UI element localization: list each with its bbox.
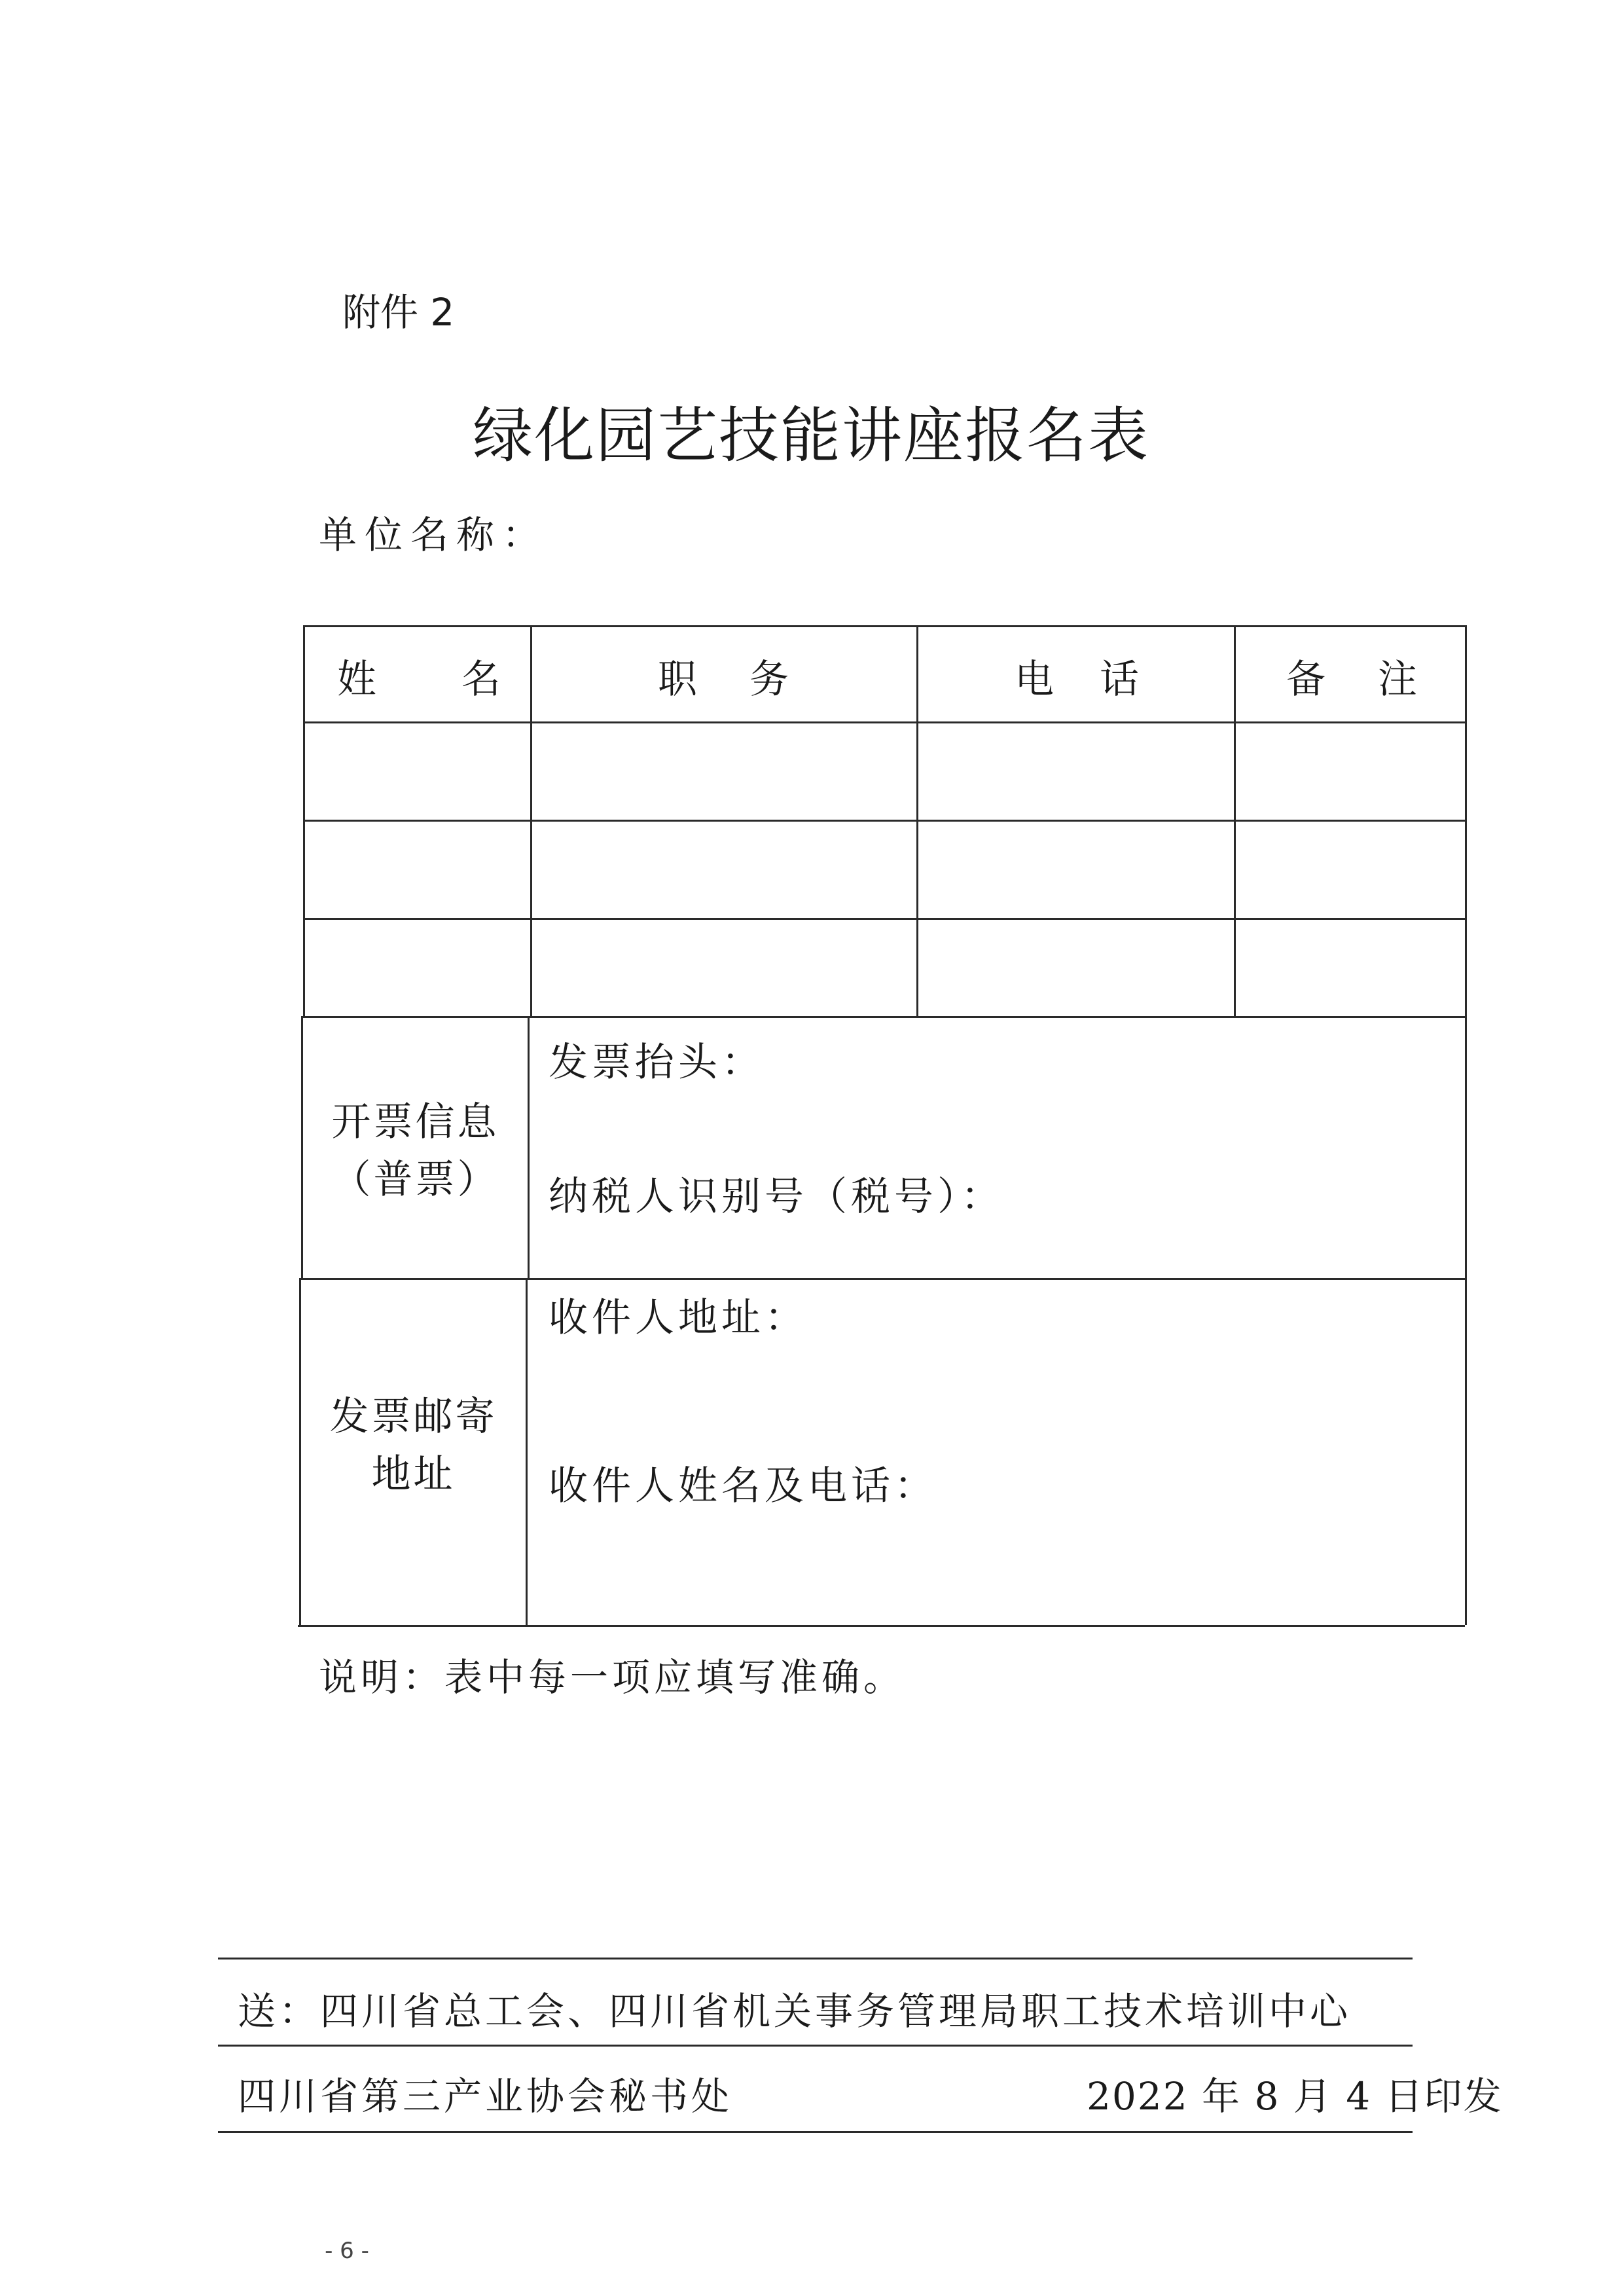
header-cell-duty (658, 648, 789, 704)
invoice-info-label-line1: 开票信息 (331, 1099, 499, 1145)
table-border-right (1465, 625, 1467, 1625)
entry-remark-cell[interactable] (1236, 822, 1463, 916)
attachment-label: 附件 2 (342, 290, 455, 335)
invoice-info-label (303, 1093, 528, 1209)
header-char: 姓 (337, 657, 376, 702)
header-char: 备 (1286, 657, 1325, 702)
footer-rule-top (218, 1958, 1413, 1959)
invoice-info-label-line2: （普票） (331, 1157, 499, 1203)
header-char: 职 (658, 657, 697, 702)
entry-name-cell[interactable] (305, 822, 528, 916)
table-border-top (303, 625, 1465, 627)
entry-duty-cell[interactable] (532, 822, 914, 916)
header-char: 名 (461, 657, 501, 702)
page-number: - 6 - (325, 2238, 369, 2264)
header-cell-name (337, 648, 501, 704)
mail-address-label-line1: 发票邮寄 (329, 1394, 497, 1440)
entry-name-cell[interactable] (305, 723, 528, 818)
table-border-bottom (298, 1625, 1465, 1627)
table-col-divider (526, 1278, 528, 1625)
entry-duty-cell[interactable] (532, 920, 914, 1014)
mail-address-label (301, 1388, 526, 1503)
header-char: 注 (1378, 657, 1417, 702)
header-cell-remark (1286, 648, 1417, 704)
invoice-title-field-label: 发票抬头： (549, 1040, 765, 1085)
entry-phone-cell[interactable] (918, 920, 1232, 1014)
entry-duty-cell[interactable] (532, 723, 914, 818)
header-char: 务 (749, 657, 789, 702)
header-cell-phone (1015, 648, 1139, 704)
form-note: 说明：表中每一项应填写准确。 (319, 1655, 906, 1700)
footer-issuer: 四川省第三产业协会秘书处 (238, 2074, 733, 2119)
entry-remark-cell[interactable] (1236, 723, 1463, 818)
tax-id-field-label: 纳税人识别号（税号）： (549, 1174, 1004, 1220)
table-col-divider (528, 1016, 530, 1278)
entry-remark-cell[interactable] (1236, 920, 1463, 1014)
footer-issue-date: 2022 年 8 月 4 日印发 (1087, 2074, 1503, 2119)
document-title: 绿化园艺技能讲座报名表 (472, 401, 1149, 471)
table-row-divider (301, 1016, 1466, 1018)
recipient-address-field-label: 收件人地址： (549, 1295, 808, 1341)
footer-rule-bottom (218, 2131, 1413, 2133)
header-char: 电 (1015, 657, 1054, 702)
header-char: 话 (1100, 657, 1139, 702)
mail-address-label-line2: 地址 (371, 1451, 456, 1497)
footer-send-to: 送：四川省总工会、四川省机关事务管理局职工技术培训中心 (238, 1989, 1352, 2033)
recipient-name-phone-field-label: 收件人姓名及电话： (549, 1463, 937, 1509)
footer-rule-middle (218, 2045, 1413, 2047)
unit-name-label: 单位名称： (319, 513, 549, 557)
entry-name-cell[interactable] (305, 920, 528, 1014)
table-row-divider (300, 1278, 1465, 1280)
entry-phone-cell[interactable] (918, 723, 1232, 818)
entry-phone-cell[interactable] (918, 822, 1232, 916)
